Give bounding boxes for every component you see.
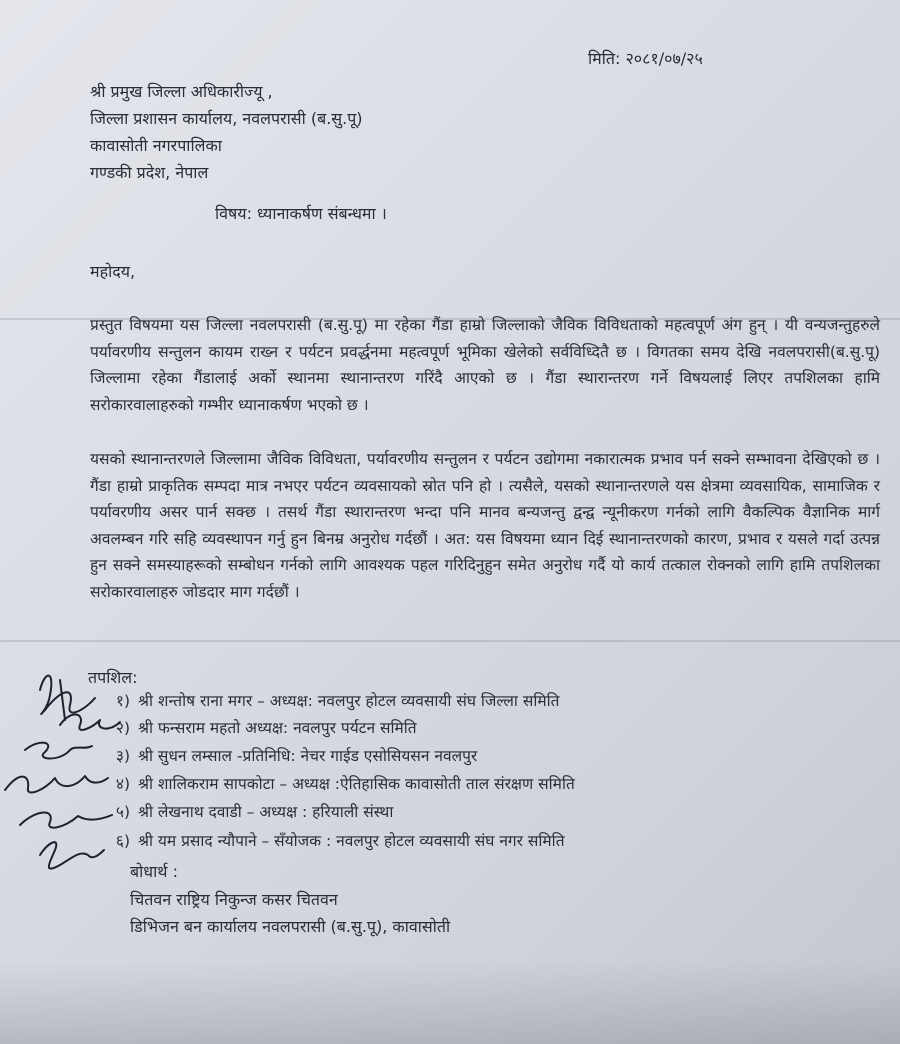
list-text: श्री शन्तोष राना मगर – अध्यक्ष: नवलपुर होटल व्यवसायी संघ जिल्ला समिति — [138, 692, 560, 710]
recipient-line: कावासोती नगरपालिका — [90, 136, 222, 155]
cc-line: डिभिजन बन कार्यालय नवलपरासी (ब.सु.पू), कावासोती — [130, 917, 451, 936]
signature-5 — [20, 813, 112, 828]
list-text: श्री लेखनाथ दवाडी – अध्यक्ष : हरियाली संस्था — [138, 803, 394, 821]
list-text: श्री यम प्रसाद न्यौपाने – सँयोजक : नवलपुर होटल व्यवसायी संघ नगर समिति — [138, 832, 565, 850]
signature-2 — [60, 714, 120, 729]
list-text: श्री शालिकराम सापकोटा – अध्यक्ष :ऐतिहासिक कावासोती ताल संरक्षण समिति — [138, 775, 575, 793]
list-number: २) — [115, 719, 130, 737]
cc-title: बोधार्थ : — [130, 862, 178, 881]
list-item — [90, 689, 560, 711]
cc-line: चितवन राष्ट्रिय निकुन्ज कसर चितवन — [130, 890, 338, 909]
list-number: ५) — [115, 803, 130, 821]
letter-date: मिति: २०८१/०७/२५ — [588, 49, 703, 68]
paragraph-text: प्रस्तुत विषयमा यस जिल्ला नवलपरासी (ब.सु.पू) मा रहेका गैंडा हाम्रो जिल्लाको जैविक विविधताको महत्वपूर्ण अंग हुन् । यी वन्यजन्तुहरुले पर्यावरणीय सन्तुलन कायम राख्न र पर्यटन प्रवर्द्धनमा महत्वपूर्ण भूमिका खेलेको सर्वविध्दितै छ । विगतका समय देखि नवलपरासी(ब.सु.पू) जिल्लामा रहेका गैंडालाई अर्को स्थानमा स्थानान्तरण गरिंदै आएको छ । गैंडा स्थारान्तरण गर्ने विषयलाई लिएर तपशिलका हामि सरोकारवालाहरुको गम्भीर ध्यानाकर्षण भएको छ । — [90, 316, 880, 414]
signature-4 — [5, 776, 108, 793]
signature-6 — [40, 842, 104, 868]
recipient-line: जिल्ला प्रशासन कार्यालय, नवलपरासी (ब.सु.पू) — [90, 109, 363, 128]
list-number: ४) — [115, 775, 130, 793]
list-text: श्री सुधन लम्साल -प्रतिनिधि: नेचर गाईड एसोसियसन नवलपुर — [138, 747, 478, 765]
paper-fold — [0, 640, 900, 642]
list-number: १) — [115, 692, 130, 710]
page-shadow — [0, 960, 900, 1044]
body-paragraph-1 — [90, 312, 880, 418]
list-number: ३) — [115, 747, 130, 765]
list-title: तपशिल: — [88, 668, 138, 687]
list-item — [90, 829, 565, 851]
body-paragraph-2 — [90, 446, 880, 606]
paragraph-text: यसको स्थानान्तरणले जिल्लामा जैविक विविधता, पर्यावरणीय सन्तुलन र पर्यटन उद्योगमा नकारात्मक प्रभाव पर्न सक्ने सम्भावना देखिएको छ । गैंडा हाम्रो प्राकृतिक सम्पदा मात्र नभएर पर्यटन व्यवसायको स्रोत पनि हो । त्यसैले, यसको स्थानान्तरणले यस क्षेत्रमा व्यवसायिक, सामाजिक र पर्यावरणीय असर पार्न सक्छ । तसर्थ गैंडा स्थारान्तरण भन्दा पनि मानव बन्यजन्तु द्वन्द्व न्यूनीकरण गर्नको लागि वैकल्पिक वैज्ञानिक मार्ग अवलम्बन गरि सहि व्यवस्थापन गर्नु हुन बिनम्र अनुरोध गर्दछौं । अत: यस विषयमा ध्यान दिई स्थानान्तरणको कारण, प्रभाव र यसले गर्दा उत्पन्न हुन सक्ने समस्याहरूको सम्बोधन गर्नको लागि आवश्यक पहल गरिदिनुहुन समेत अनुरोध गर्दै यो कार्य तत्काल रोक्नको लागि हामि तपशिलका सरोकारवालाहरु जोडदार माग गर्दछौं । — [90, 450, 880, 601]
handwritten-signatures — [0, 650, 160, 880]
signature-1 — [40, 676, 95, 720]
list-number: ६) — [115, 832, 130, 850]
recipient-line: गण्डकी प्रदेश, नेपाल — [90, 163, 209, 182]
signature-3 — [25, 743, 92, 759]
recipient-line: श्री प्रमुख जिल्ला अधिकारीज्यू , — [90, 82, 273, 101]
letter-subject: विषय: ध्यानाकर्षण संबन्धमा । — [215, 204, 387, 223]
list-text: श्री फन्सराम महतो अध्यक्ष: नवलपुर पर्यटन समिति — [138, 719, 417, 737]
salutation: महोदय, — [90, 262, 136, 281]
list-item — [90, 772, 575, 794]
